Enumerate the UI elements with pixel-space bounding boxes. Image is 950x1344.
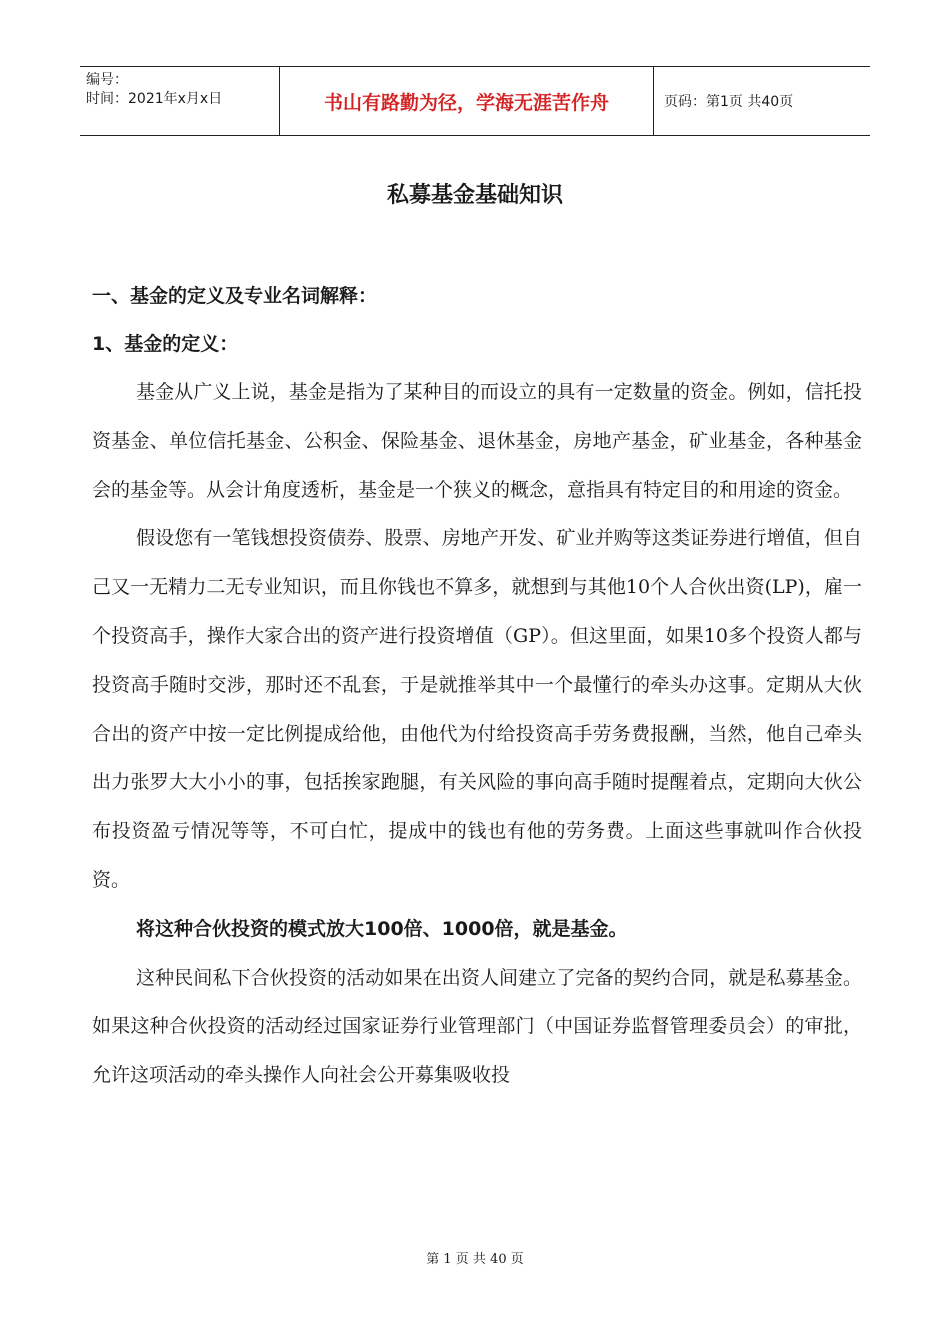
header-page-cell	[654, 67, 870, 135]
header-motto-cell	[280, 67, 654, 135]
motto-text: 书山有路勤为径，学海无涯苦作舟	[323, 91, 609, 114]
paragraph-private-fund: 这种民间私下合伙投资的活动如果在出资人间建立了完备的契约合同，就是私募基金。如果这种合伙投资的活动经过国家证券行业管理部门（中国证券监督管理委员会）的审批，允许这项活动的牵头操作人向社会公开募集吸收投	[92, 966, 862, 1087]
page-footer: 第 1 页 共 40 页	[426, 1252, 524, 1267]
document-title: 私募基金基础知识	[386, 183, 563, 208]
document-body	[92, 272, 862, 1100]
section-heading: 一、基金的定义及专业名词解释：	[92, 285, 378, 307]
date-label: 时间：2021年x月x日	[86, 91, 223, 107]
header-left-cell	[80, 67, 280, 135]
paragraph-emphasis: 将这种合伙投资的模式放大100倍、1000倍，就是基金。	[136, 917, 628, 940]
subsection-heading: 1、基金的定义：	[92, 333, 239, 355]
page-info: 页码：第1页 共40页	[664, 94, 794, 110]
paragraph-definition: 基金从广义上说，基金是指为了某种目的而设立的具有一定数量的资金。例如，信托投资基金、单位信托基金、公积金、保险基金、退休基金，房地产基金，矿业基金，各种基金会的基金等。从会计角度透析，基金是一个狭义的概念，意指具有特定目的和用途的资金。	[92, 381, 862, 501]
document-header	[80, 66, 870, 136]
number-label: 编号：	[86, 72, 128, 88]
paragraph-example: 假设您有一笔钱想投资债券、股票、房地产开发、矿业并购等这类证券进行增值，但自己又一无精力二无专业知识，而且你钱也不算多，就想到与其他10个人合伙出资(LP)，雇一个投资高手，操作大家合出的资产进行投资增值（GP）。但这里面，如果10多个投资人都与投资高手随时交涉，那时还不乱套，于是就推举其中一个最懂行的牵头办这事。定期从大伙合出的资产中按一定比例提成给他，由他代为付给投资高手劳务费报酬，当然，他自己牵头出力张罗大大小小的事，包括挨家跑腿，有关风险的事向高手随时提醒着点，定期向大伙公布投资盈亏情况等等，不可白忙，提成中的钱也有他的劳务费。上面这些事就叫作合伙投资。	[92, 527, 862, 891]
